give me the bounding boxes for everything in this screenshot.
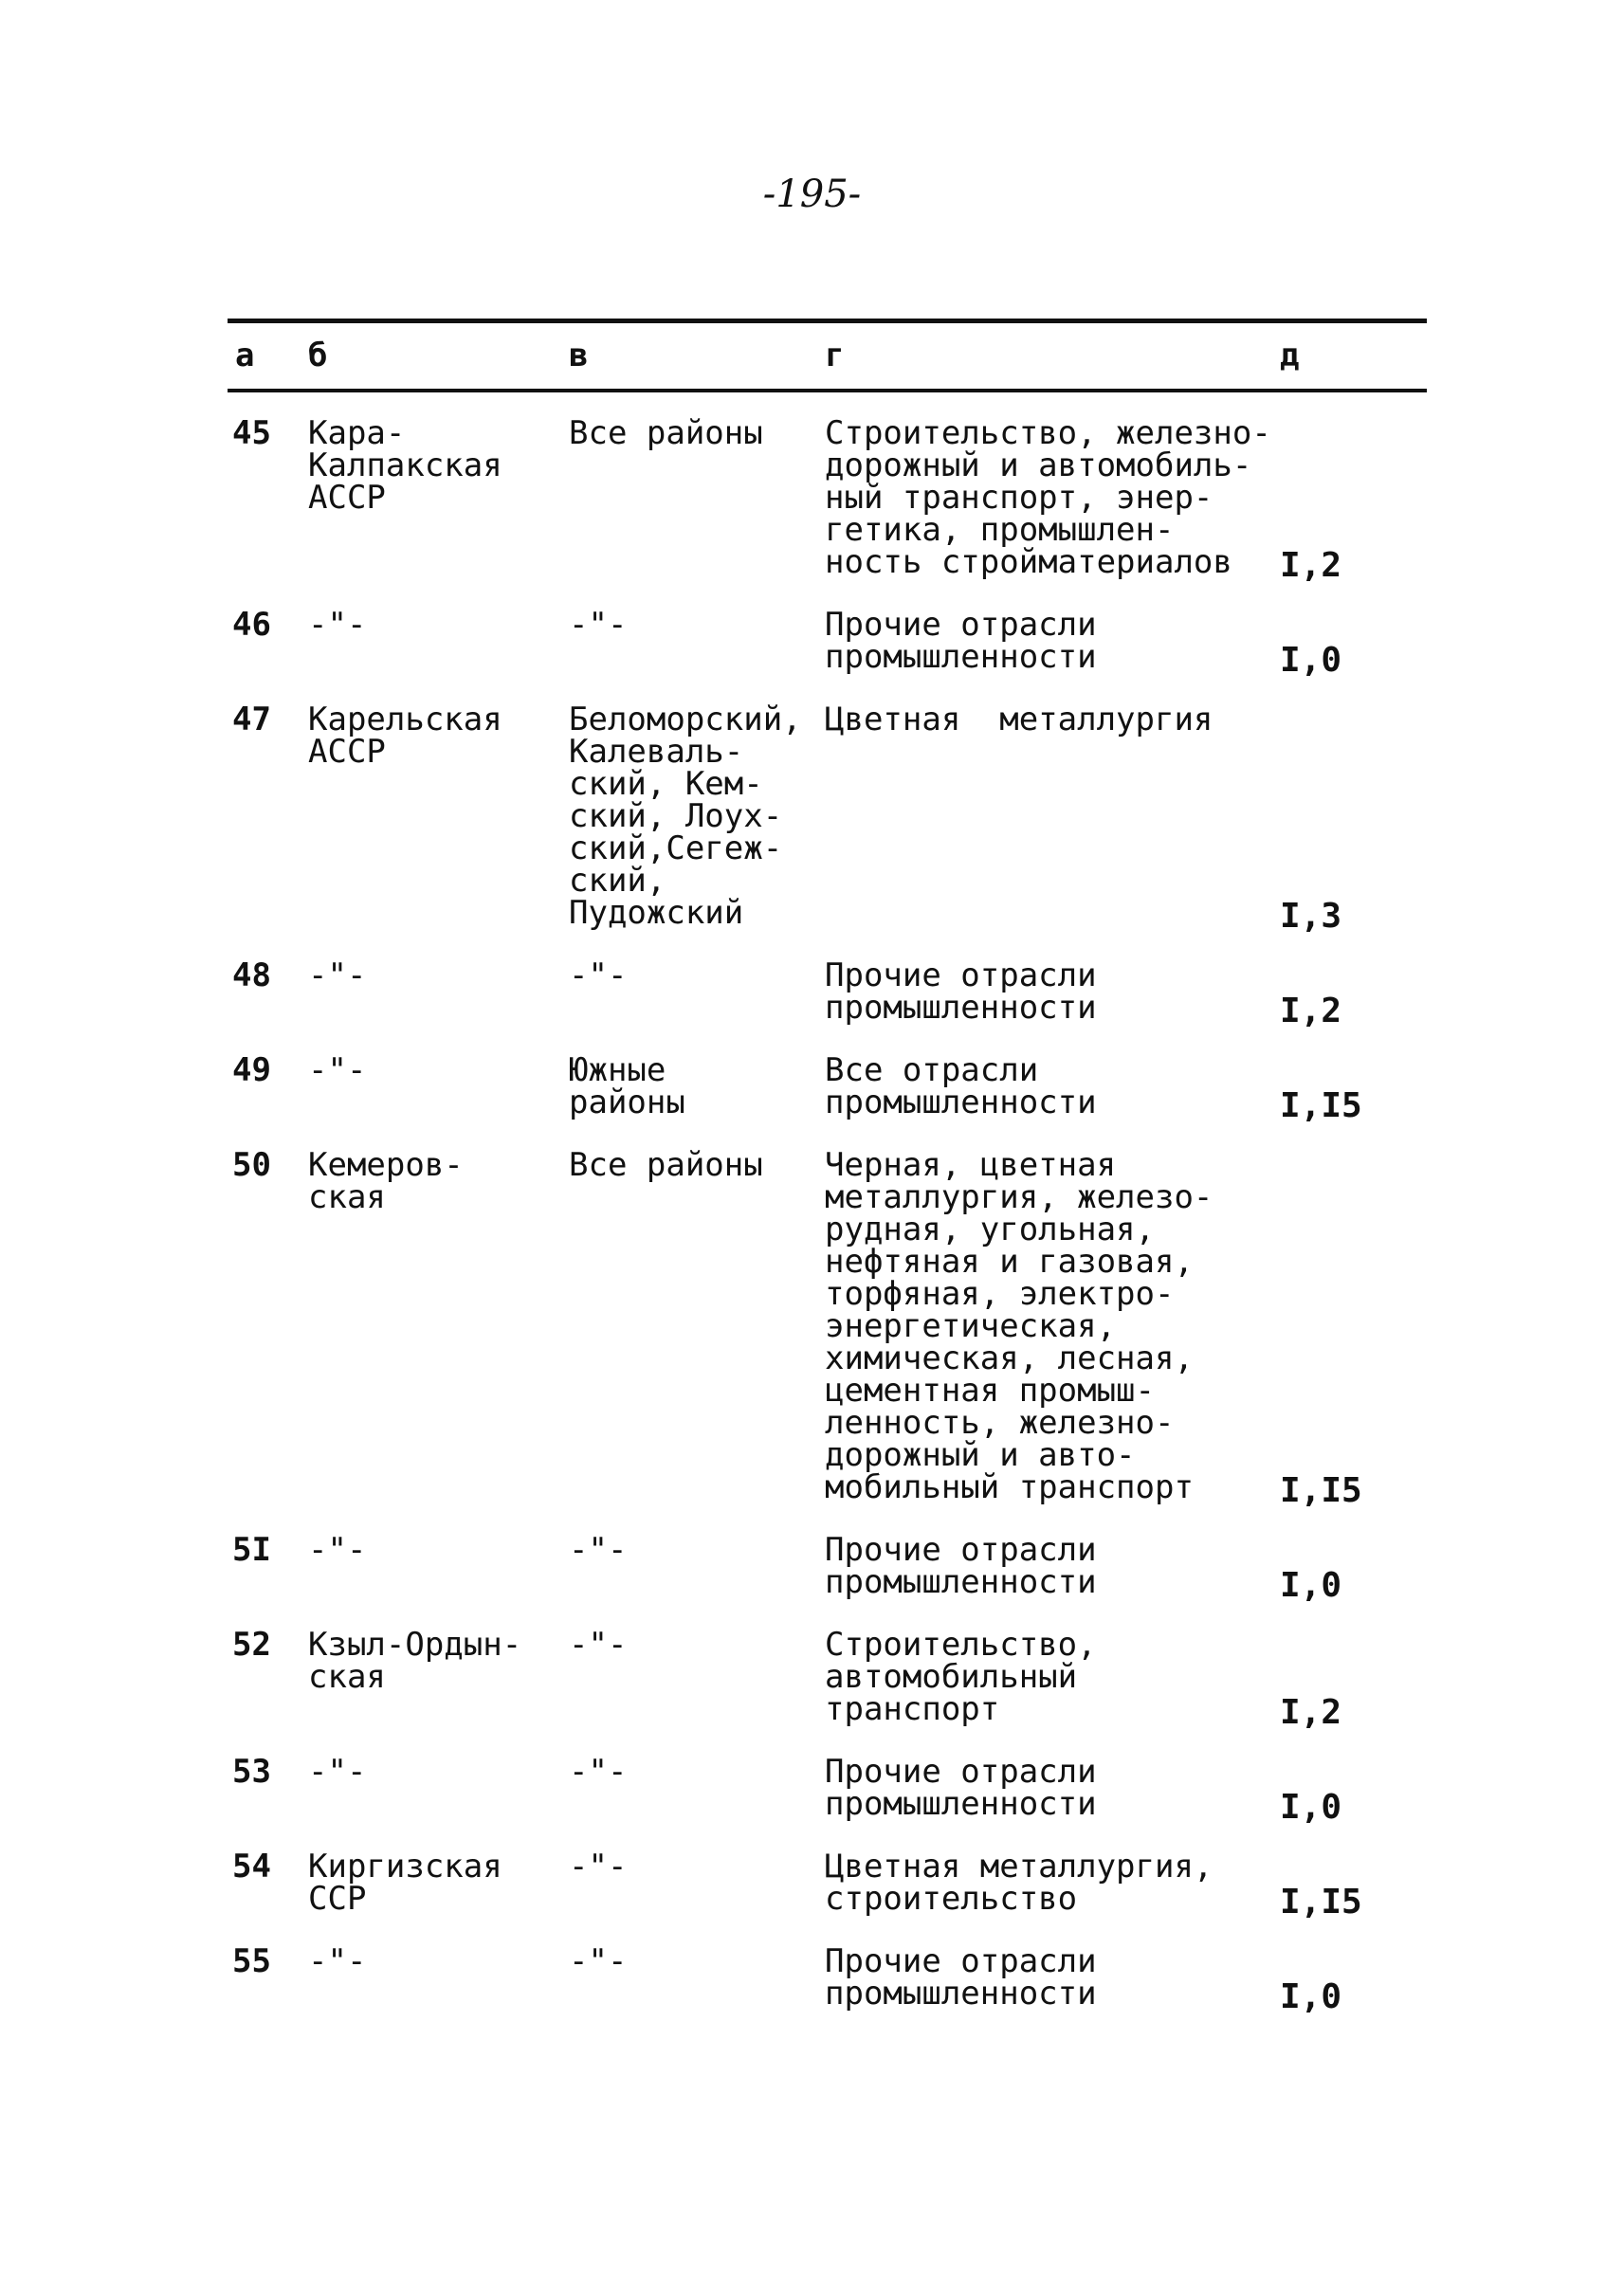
row-number: 47: [232, 701, 271, 738]
table-row: [228, 1850, 1427, 1945]
region-cell-line: -"-: [308, 1531, 367, 1569]
industry-cell-line: ность стройматериалов: [825, 543, 1232, 581]
region-cell-line: Карельская: [308, 701, 502, 738]
row-number: 49: [232, 1051, 271, 1089]
coefficients-table: [228, 414, 1427, 2040]
row-number: 52: [232, 1626, 271, 1664]
industry-cell-line: Прочие отрасли: [825, 956, 1097, 994]
region-cell-line: -"-: [308, 1051, 367, 1089]
district-cell-line: Все районы: [569, 414, 763, 452]
industry-cell-line: торфяная, электро-: [825, 1275, 1175, 1313]
industry-cell-line: нефтяная и газовая,: [825, 1243, 1194, 1281]
table-row: [228, 1753, 1427, 1850]
coefficient-cell: I,I5: [1280, 1471, 1362, 1510]
industry-cell-line: Цветная металлургия,: [825, 1848, 1213, 1885]
region-cell-line: Калпакская: [308, 446, 502, 484]
region-cell: [308, 701, 502, 771]
row-number: 53: [232, 1753, 271, 1791]
header-col-g: г: [825, 337, 845, 374]
district-cell: [569, 1753, 628, 1791]
district-cell: [569, 956, 628, 994]
district-cell-line: Пудожский: [569, 894, 744, 932]
industry-cell-line: транспорт: [825, 1690, 1000, 1728]
region-cell: [308, 1753, 367, 1791]
district-cell-line: -"-: [569, 1942, 628, 1980]
table-header-rule: [228, 389, 1427, 392]
region-cell: [308, 606, 367, 644]
table-row: [228, 956, 1427, 1054]
industry-cell-line: рудная, угольная,: [825, 1211, 1155, 1248]
region-cell-line: Кзыл-Ордын-: [308, 1626, 522, 1664]
industry-cell-line: промышленности: [825, 1785, 1097, 1823]
row-number: 46: [232, 606, 271, 644]
industry-cell-line: гетика, промышлен-: [825, 511, 1175, 549]
row-number: 48: [232, 956, 271, 994]
industry-cell-line: цементная промыш-: [825, 1372, 1155, 1410]
industry-cell: [825, 1531, 1097, 1601]
coefficient-cell: I,0: [1280, 1788, 1342, 1827]
coefficient-cell: I,0: [1280, 1977, 1342, 2016]
region-cell-line: -"-: [308, 606, 367, 644]
industry-cell: [825, 703, 1213, 736]
industry-cell-line: дорожный и авто-: [825, 1436, 1136, 1474]
header-col-b: б: [308, 337, 328, 374]
coefficient-cell: I,3: [1280, 897, 1342, 936]
district-cell-line: Все районы: [569, 1146, 763, 1184]
district-cell: [569, 1850, 627, 1883]
industry-cell: [825, 606, 1097, 676]
region-cell: [308, 1848, 502, 1918]
district-cell: [569, 1146, 763, 1184]
industry-cell-line: Строительство, железно-: [825, 414, 1271, 452]
region-cell-line: Кара-: [308, 414, 406, 452]
region-cell: [308, 1942, 367, 1980]
region-cell: [308, 1626, 522, 1696]
header-col-v: в: [569, 337, 589, 374]
industry-cell: [825, 1753, 1097, 1823]
region-cell-line: ССР: [308, 1880, 367, 1918]
table-row: [228, 703, 1427, 959]
header-col-a: а: [235, 337, 255, 374]
district-cell-line: Южные: [569, 1051, 666, 1089]
region-cell: [308, 414, 502, 517]
region-cell-line: ская: [308, 1658, 386, 1696]
district-cell-line: -"-: [569, 1626, 628, 1664]
industry-cell-line: промышленности: [825, 1563, 1097, 1601]
row-number: 55: [232, 1942, 271, 1980]
region-cell-line: ская: [308, 1178, 386, 1216]
district-cell-line: -"-: [569, 956, 628, 994]
industry-cell-line: Прочие отрасли: [825, 1531, 1097, 1569]
district-cell: [569, 701, 802, 932]
table-row: [228, 1051, 1427, 1149]
row-number: 50: [232, 1146, 271, 1184]
table-top-rule: [228, 319, 1427, 323]
industry-cell-line: мобильный транспорт: [825, 1468, 1194, 1506]
industry-cell-line: химическая, лесная,: [825, 1339, 1194, 1377]
region-cell-line: АССР: [308, 733, 386, 771]
industry-cell: [825, 1051, 1097, 1121]
region-cell: [308, 956, 367, 994]
industry-cell-line: Прочие отрасли: [825, 1753, 1097, 1791]
header-col-d: д: [1280, 337, 1300, 374]
table-row: [228, 1626, 1427, 1756]
region-cell-line: Кемеров-: [308, 1146, 464, 1184]
industry-cell: [825, 414, 1271, 581]
region-cell: [308, 1531, 367, 1569]
coefficient-cell: I,0: [1280, 1566, 1342, 1605]
district-cell: [569, 606, 628, 644]
industry-cell: [825, 956, 1097, 1027]
industry-cell-line: металлургия, железо-: [825, 1178, 1213, 1216]
industry-cell-line: Цветная металлургия: [825, 701, 1213, 738]
coefficient-cell: I,2: [1280, 546, 1342, 585]
district-cell: [569, 1531, 628, 1569]
industry-cell-line: Прочие отрасли: [825, 606, 1097, 644]
district-cell-line: -"-: [569, 1848, 628, 1885]
industry-cell-line: автомобильный: [825, 1658, 1078, 1696]
industry-cell-line: промышленности: [825, 989, 1097, 1027]
industry-cell-line: строительство: [825, 1880, 1078, 1918]
region-cell-line: Киргизская: [308, 1848, 502, 1885]
district-cell: [569, 1942, 628, 1980]
district-cell-line: районы: [569, 1084, 685, 1121]
industry-cell-line: энергетическая,: [825, 1307, 1117, 1345]
region-cell-line: АССР: [308, 479, 386, 517]
industry-cell-line: ленность, железно-: [825, 1404, 1175, 1442]
district-cell: [569, 414, 763, 452]
industry-cell: [825, 1848, 1213, 1918]
table-row: [228, 606, 1427, 703]
table-row: [228, 1146, 1427, 1534]
industry-cell: [825, 1626, 1097, 1728]
industry-cell-line: Черная, цветная: [825, 1146, 1117, 1184]
page-number: -195-: [762, 173, 862, 216]
industry-cell-line: промышленности: [825, 1084, 1097, 1121]
industry-cell-line: промышленности: [825, 638, 1097, 676]
region-cell-line: -"-: [308, 956, 367, 994]
district-cell-line: ский,Сегеж-: [569, 829, 783, 867]
district-cell-line: -"-: [569, 1531, 628, 1569]
region-cell-line: -"-: [308, 1753, 367, 1791]
district-cell-line: -"-: [569, 1753, 628, 1791]
industry-cell-line: Строительство,: [825, 1626, 1097, 1664]
district-cell: [569, 1626, 628, 1664]
table-row: [228, 1942, 1427, 2040]
coefficient-cell: I,I5: [1280, 1883, 1362, 1922]
table-row: [228, 414, 1427, 609]
coefficient-cell: I,I5: [1280, 1086, 1362, 1125]
industry-cell-line: ный транспорт, энер-: [825, 479, 1213, 517]
row-number: 5I: [232, 1531, 271, 1569]
district-cell-line: ский,: [569, 862, 666, 900]
industry-cell: [825, 1942, 1097, 2013]
industry-cell-line: промышленности: [825, 1975, 1097, 2013]
district-cell-line: ский, Лоух-: [569, 797, 783, 835]
row-number: 45: [232, 414, 271, 452]
district-cell-line: Беломорский,: [569, 701, 802, 738]
district-cell: [569, 1051, 685, 1121]
industry-cell-line: Все отрасли: [825, 1051, 1039, 1089]
coefficient-cell: I,2: [1280, 992, 1342, 1030]
coefficient-cell: I,2: [1280, 1693, 1342, 1732]
district-cell-line: ский, Кем-: [569, 765, 763, 803]
region-cell: [308, 1146, 464, 1216]
district-cell-line: -"-: [569, 606, 628, 644]
industry-cell-line: дорожный и автомобиль-: [825, 446, 1252, 484]
region-cell: [308, 1051, 367, 1089]
industry-cell: [825, 1146, 1213, 1506]
district-cell-line: Калеваль-: [569, 733, 744, 771]
table-row: [228, 1531, 1427, 1629]
coefficient-cell: I,0: [1280, 641, 1342, 680]
row-number: 54: [232, 1848, 271, 1885]
industry-cell-line: Прочие отрасли: [825, 1942, 1097, 1980]
region-cell-line: -"-: [308, 1942, 367, 1980]
